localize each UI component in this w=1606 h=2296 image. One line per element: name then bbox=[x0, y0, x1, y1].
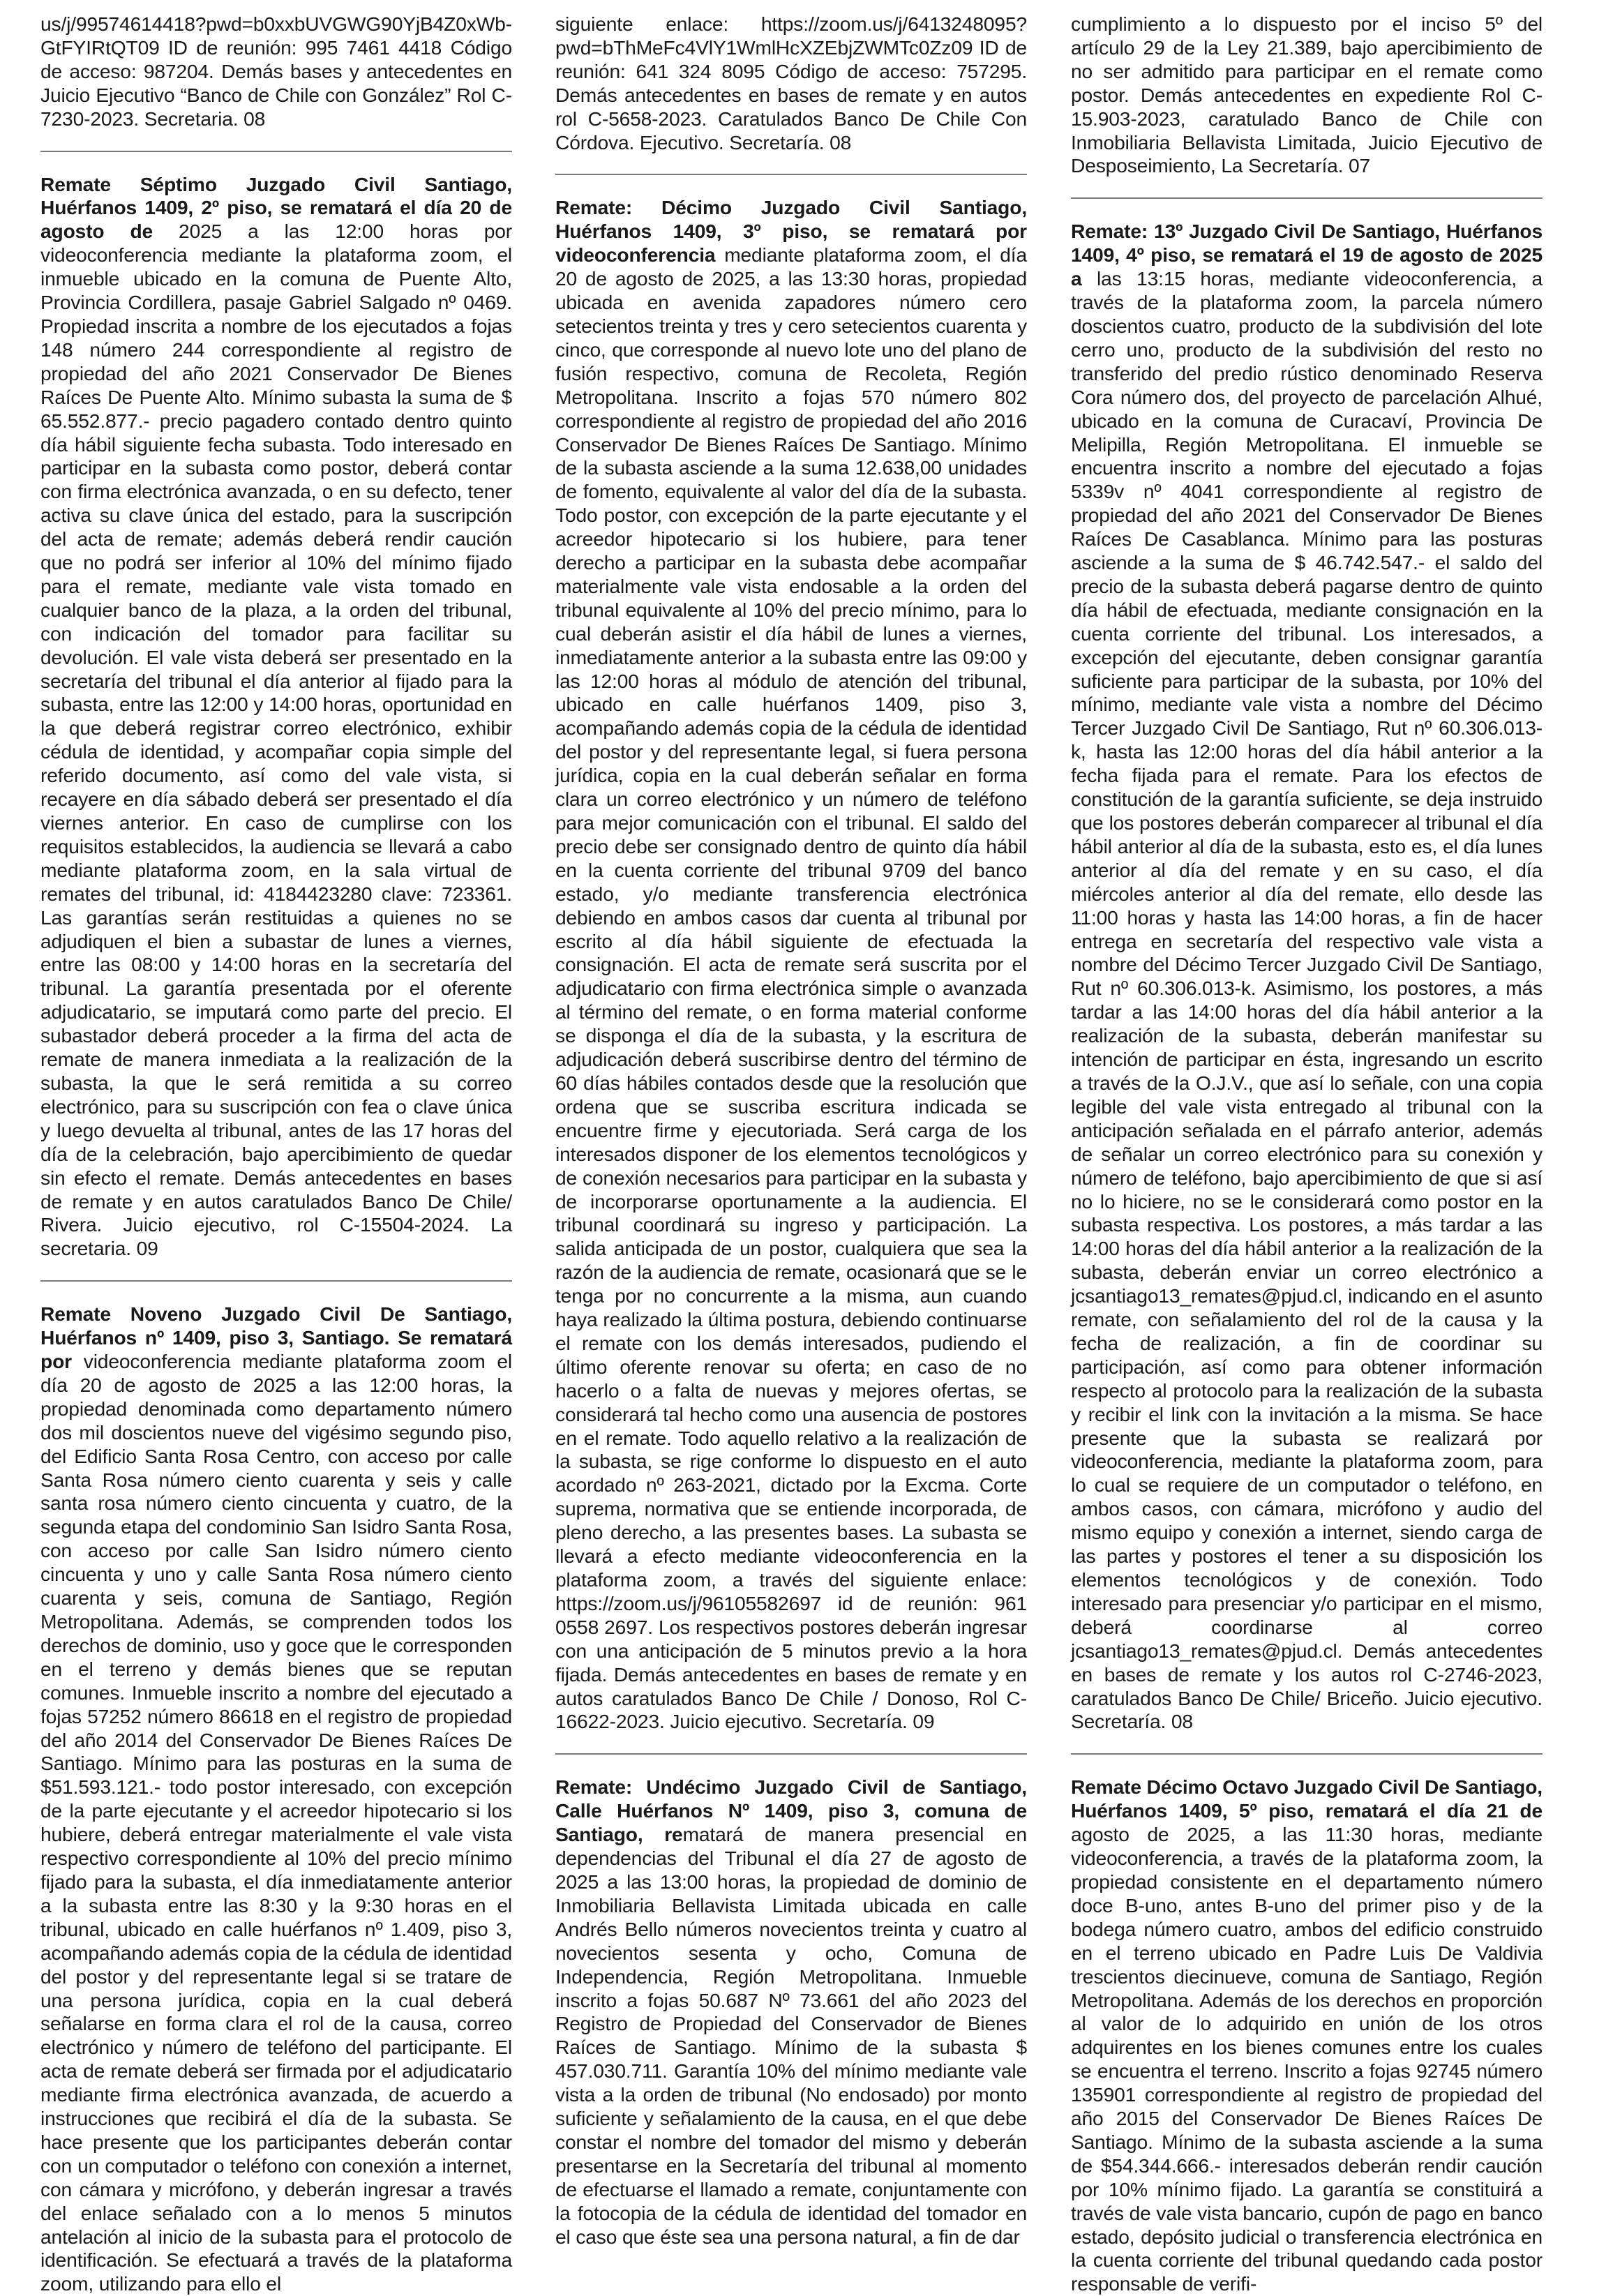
notice-text: 2025 a las 12:00 horas por videoconferencia mediante la plataforma zoom, el inmueble ubicado en la comuna de Puente Alto, Provincia Cordillera, pasaje Gabriel Salgado nº 0469. Propiedad inscrita a nombre de los ejecutados a fojas 148 número 244 correspondiente al registro de propiedad del año 2021 Conservador De Bienes Raíces De Puente Alto. Mínimo subasta la suma de $ 65.552.877.- precio pagadero contado dentro quinto día hábil siguiente fecha subasta. Todo interesado en participar en la subasta como postor, deberá contar con firma electrónica avanzada, o en su defecto, tener activa su clave única del estado, para la suscripción del acta de remate; además deberá rendir caución que no podrá ser inferior al 10% del mínimo fijado para el remate, mediante vale vista tomado en cualquier banco de la plaza, a la orden del tribunal, con indicación del tomador para facilitar su devolución. El vale vista deberá ser presentado en la secretaría del tribunal el día anterior al fijado para la subasta, entre las 12:00 y 14:00 horas, oportunidad en la que deberá registrar correo electrónico, exhibir cédula de identidad, y acompañar copia simple del referido documento, así como del vale vista, si recayere en día sábado deberá ser presentado el día viernes anterior. En caso de cumplirse con los requisitos establecidos, la audiencia se llevará a cabo mediante plataforma zoom, en la sala virtual de remates del tribunal, id: 4184423280 clave: 723361. Las garantías serán restituidas a quienes no se adjudiquen el bien a subastar de lunes a viernes, entre las 08:00 y 14:00 horas en la secretaría del tribunal. La garantía presentada por el oferente adjudicatario, se imputará como parte del precio. El subastador deberá proceder a la firma del acta de remate de manera inmediata a la realización de la subasta, la que le será remitida a su correo electrónico, para su suscripción con fea o clave única y luego devuelta al tribunal, antes de las 17 horas del día de la celebración, bajo apercibimiento de quedar sin efecto el remate. Demás antecedentes en bases de remate y en autos caratulados Banco De Chile/ Rivera. Juicio ejecutivo, rol C-15504-2024. La secretaria. 09 bbox=[40, 220, 512, 1260]
notice-text: videoconferencia mediante plataforma zoom el día 20 de agosto de 2025 a las 12:00 horas, la propiedad denominada como departamento número dos mil doscientos nueve del vigésimo segundo piso, del Edificio Santa Rosa Centro, con acceso por calle Santa Rosa número ciento cuarenta y seis y calle santa rosa número ciento cincuenta y cuatro, de la segunda etapa del condominio San Isidro Santa Rosa, con acceso por calle San Isidro número ciento cincuenta y uno y calle Santa Rosa número ciento cuarenta y seis, comuna de Santiago, Región Metropolitana. Además, se comprenden todos los derechos de dominio, uso y goce que le corresponden en el terreno y demás bienes que se reputan comunes. Inmueble inscrito a nombre del ejecutado a fojas 57252 número 86618 en el registro de propiedad del año 2014 del Conservador De Bienes Raíces De Santiago. Mínimo para las posturas en la suma de $51.593.121.- todo postor interesado, con excepción de la parte ejecutante y el acreedor hipotecario si los hubiere, deberá entregar materialmente el vale vista respectivo correspondiente al 10% del precio mínimo fijado para la subasta, el día inmediatamente anterior a la subasta entre las 8:30 y la 9:30 horas en el tribunal, ubicado en calle huérfanos nº 1.409, piso 3, acompañando además copia de la cédula de identidad del postor y del representante legal si se tratare de una persona jurídica, copia en la cual deberá señalarse en forma clara el rol de la causa, correo electrónico y número de teléfono del participante. El acta de remate deberá ser firmada por el adjudicatario mediante firma electrónica avanzada, de acuerdo a instrucciones que recibirá el día de la subasta. Se hace presente que los participantes deberán contar con un computador o teléfono con conexión a internet, con cámara y micrófono, y deberán ingresar a través del enlace señalado con a lo menos 5 minutos antelación al inicio de la subasta para el protocolo de identificación. Se efectuará a través de la plataforma zoom, utilizando para ello el bbox=[40, 1350, 512, 2295]
notice-text: us/j/99574614418?pwd=b0xxbUVGWG90YjB4Z0xWb-GtFYIRtQT09 ID de reunión: 995 7461 4418 Código de acceso: 987204. Demás bases y antecedentes en Juicio Ejecutivo “Banco de Chile con González” Rol C-7230-2023. Secretaria. 08 bbox=[40, 13, 512, 130]
notice-text: siguiente enlace: https://zoom.us/j/6413248095?pwd=bThMeFc4VlY1WmlHcXZEbjZWMTc0Zz09 ID de reunión: 641 324 8095 Código de acceso: 757295. Demás antecedentes en bases de remate y en autos rol C-5658-2023. Caratulados Banco De Chile Con Córdova. Ejecutivo. Secretaría. 08 bbox=[555, 13, 1027, 153]
notice-item bbox=[40, 1303, 512, 2296]
divider bbox=[1071, 197, 1543, 199]
notice-heading: Remate: Undécimo Juzgado Civil de Santiago, Calle Huérfanos Nº 1409, piso 3, comuna de Santiago, re bbox=[555, 1776, 1027, 1846]
notice-text: cumplimiento a lo dispuesto por el inciso 5º del artículo 29 de la Ley 21.389, bajo apercibimiento de no ser admitido para participar en el remate como postor. Demás antecedentes en expediente Rol C-15.903-2023, caratulado Banco de Chile con Inmobiliaria Bellavista Limitada, Juicio Ejecutivo de Desposeimiento, La Secretaría. 07 bbox=[1071, 13, 1543, 177]
notice-text: mediante plataforma zoom, el día 20 de agosto de 2025, a las 13:30 horas, propiedad ubicada en avenida zapadores número cero setecientos treinta y tres y cero setecientos cuarenta y cinco, que corresponde al nuevo lote uno del plano de fusión respectivo, comuna de Recoleta, Región Metropolitana. Inscrito a fojas 570 número 802 correspondiente al registro de propiedad del año 2016 Conservador De Bienes Raíces De Santiago. Mínimo de la subasta asciende a la suma 12.638,00 unidades de fomento, equivalente al valor del día de la subasta. Todo postor, con excepción de la parte ejecutante y el acreedor hipotecario si los hubiere, para tener derecho a participar en la subasta debe acompañar materialmente vale vista endosable a la orden del tribunal equivalente al 10% del precio mínimo, para lo cual deberán asistir el día hábil de lunes a viernes, inmediatamente anterior a la subasta entre las 09:00 y las 12:00 horas al módulo de atención del tribunal, ubicado en calle huérfanos 1409, piso 3, acompañando además copia de la cédula de identidad del postor y del representante legal, si fuera persona jurídica, copia en la cual deberán señalar en forma clara un correo electrónico y un número de teléfono para mejor comunicación con el tribunal. El saldo del precio debe ser consignado dentro de quinto día hábil en la cuenta corriente del tribunal 9709 del banco estado, y/o mediante transferencia electrónica debiendo en ambos casos dar cuenta al tribunal por escrito al día hábil siguiente de efectuada la consignación. El acta de remate será suscrita por el adjudicatario con firma electrónica simple o avanzada al término del remate, o en forma material conforme se disponga el día de la subasta, y la escritura de adjudicación deberá suscribirse dentro del término de 60 días hábiles contados desde que la resolución que ordena que se suscriba escritura indicada se encuentre firme y ejecutoriada. Será carga de los interesados disponer de los elementos tecnológicos y de conexión necesarios para participar en la subasta y de incorporarse oportunamente a la audiencia. El tribunal coordinará su ingreso y participación. La salida anticipada de un postor, cualquiera que sea la razón de la audiencia de remate, ocasionará que se le tenga por no concurrente a la misma, aun cuando haya realizado la última postura, debiendo continuarse el remate con los demás interesados, pudiendo el último oferente renovar su oferta; en caso de no hacerlo o a falta de nuevas y mejores ofertas, se considerará tal hecho como una ausencia de postores en el remate. Todo aquello relativo a la realización de la subasta, se rige conforme lo dispuesto en el auto acordado nº 263-2021, dictado por la Excma. Corte suprema, normativa que se entiende incorporada, de pleno derecho, a las presentes bases. La subasta se llevará a efecto mediante videoconferencia en la plataforma zoom, a través del siguiente enlace: https://zoom.us/j/96105582697 id de reunión: 961 0558 2697. Los respectivos postores deberán ingresar con una anticipación de 5 minutos previo a la hora fijada. Demás antecedentes en bases de remate y en autos caratulados Banco De Chile / Donoso, Rol C-16622-2023. Juicio ejecutivo. Secretaría. 09 bbox=[555, 243, 1027, 1733]
notice-continuation bbox=[40, 13, 512, 131]
notice-continuation bbox=[1071, 13, 1543, 178]
notice-heading: Remate: Décimo Juzgado Civil Santiago, Huérfanos 1409, 3º piso, se rematará por videoconferencia bbox=[555, 196, 1027, 267]
notice-heading: Remate Décimo Octavo Juzgado Civil De Santiago, Huérfanos 1409, 5º piso, rematará el día 21 de bbox=[1071, 1776, 1543, 1822]
notice-continuation bbox=[555, 13, 1027, 154]
column-middle bbox=[555, 13, 1027, 2248]
notice-text: las 13:15 horas, mediante videoconferencia, a través de la plataforma zoom, la parcela número doscientos cuatro, producto de la subdivisión del lote cerro uno, producto de la subdivisión del resto no transferido del predio rústico denominado Reserva Cora número dos, del proyecto de parcelación Alhué, ubicado en la comuna de Curacaví, Provincia De Melipilla, Región Metropolitana. El inmueble se encuentra inscrito a nombre del ejecutado a fojas 5339v nº 4041 correspondiente al registro de propiedad del año 2021 del Conservador De Bienes Raíces De Casablanca. Mínimo para las posturas asciende a la suma de $ 46.742.547.- el saldo del precio de la subasta deberá pagarse dentro de quinto día hábil de efectuada, mediante consignación en la cuenta corriente del tribunal. Los interesados, a excepción del ejecutante, deben consignar garantía suficiente para participar de la subasta, por 10% del mínimo, mediante vale vista a nombre del Décimo Tercer Juzgado Civil De Santiago, Rut nº 60.306.013-k, hasta las 12:00 horas del día hábil anterior a la fecha fijada para el remate. Para los efectos de constitución de la garantía suficiente, se deja instruido que los postores deberán comparecer al tribunal el día hábil anterior al día de la subasta, esto es, el día lunes anterior al día del remate y en su caso, el día miércoles anterior al día del remate, ello desde las 11:00 horas y hasta las 14:00 horas, a fin de hacer entrega en secretaría del respectivo vale vista a nombre del Décimo Tercer Juzgado Civil De Santiago, Rut nº 60.306.013-k. Asimismo, los postores, a más tardar a las 14:00 horas del día hábil anterior a la realización de la subasta, deberán manifestar su intención de participar en ésta, ingresando un escrito a través de la O.J.V., que así lo señale, con una copia legible del vale vista entregado al tribunal con la anticipación señalada en el párrafo anterior, además de señalar un correo electrónico para su conexión y número de teléfono, bajo apercibimiento de que si así no lo hiciere, no se le considerará como postor en la subasta respectiva. Los postores, a más tardar a las 14:00 horas del día hábil anterior a la realización de la subasta, deberán enviar un correo electrónico a jcsantiago13_remates@pjud.cl, indicando en el asunto remate, con señalamiento del rol de la causa y la fecha de realización, a fin de coordinar su participación, así como para obtener información respecto al protocolo para la realización de la subasta y recibir el link con la invitación a la misma. Se hace presente que la subasta se realizará por videoconferencia, mediante la plataforma zoom, para lo cual se requiere de un computador o teléfono, en ambos casos, con cámara, micrófono y audio del mismo equipo y conexión a internet, siendo carga de las partes y postores el tener a su disposición los elementos tecnológicos y de conexión. Todo interesado para presenciar y/o participar en el mismo, deberá coordinarse al correo jcsantiago13_remates@pjud.cl. Demás antecedentes en bases de remate y los autos rol C-2746-2023, caratulados Banco De Chile/ Briceño. Juicio ejecutivo. Secretaría. 08 bbox=[1071, 267, 1543, 1733]
column-left bbox=[40, 13, 512, 2295]
column-right bbox=[1071, 13, 1543, 2295]
notice-heading: Remate Séptimo Juzgado Civil Santiago, Huérfanos 1409, 2º piso, se rematará el día 20 de agosto de bbox=[40, 172, 512, 243]
notice-item bbox=[1071, 1776, 1543, 2296]
notice-text: agosto de 2025, a las 11:30 horas, mediante videoconferencia, a través de la plataforma zoom, la propiedad consistente en el departamento número doce B-uno, antes B-uno del primer piso y de la bodega número cuatro, ambos del edificio construido en el terreno ubicado en Padre Luis De Valdivia trescientos diecinueve, comuna de Santiago, Región Metropolitana. Además de los derechos en proporción al valor de lo adquirido en unión de los otros adquirentes en los bienes comunes entre los cuales se encuentra el terreno. Inscrito a fojas 92745 número 135901 correspondiente al registro de propiedad del año 2015 del Conservador De Bienes Raíces De Santiago. Mínimo de la subasta asciende a la suma de $54.344.666.- interesados deberán rendir caución por 10% mínimo fijado. La garantía se constituirá a través de vale vista bancario, cupón de pago en banco estado, depósito judicial o transferencia electrónica en la cuenta corriente del tribunal quedando cada postor responsable de verifi- bbox=[1071, 1823, 1543, 2295]
notice-item bbox=[40, 173, 512, 1261]
notice-text: matará de manera presencial en dependencias del Tribunal el día 27 de agosto de 2025 a las 13:00 horas, la propiedad de dominio de Inmobiliaria Bellavista Limitada ubicada en calle Andrés Bello números novecientos treinta y cuatro al novecientos sesenta y ocho, Comuna de Independencia, Región Metropolitana. Inmueble inscrito a fojas 50.687 Nº 73.661 del año 2023 del Registro de Propiedad del Conservador de Bienes Raíces de Santiago. Mínimo de la subasta $ 457.030.711. Garantía 10% del mínimo mediante vale vista a la orden de tribunal (No endosado) por monto suficiente y señalamiento de la causa, en el que debe constar el nombre del tomador del mismo y deberán presentarse en la Secretaría del tribunal al momento de efectuarse el llamado a remate, conjuntamente con la fotocopia de la cédula de identidad del tomador en el caso que éste sea una persona natural, a fin de dar bbox=[555, 1823, 1027, 2248]
notice-item bbox=[555, 1776, 1027, 2249]
divider bbox=[40, 151, 512, 152]
notice-item bbox=[555, 196, 1027, 1734]
notice-item bbox=[1071, 220, 1543, 1734]
notice-heading: Remate: 13º Juzgado Civil De Santiago, Huérfanos 1409, 4º piso, se rematará el 19 de agosto de 2025 a bbox=[1071, 220, 1543, 290]
divider bbox=[40, 1280, 512, 1282]
divider bbox=[1071, 1753, 1543, 1755]
divider bbox=[555, 1753, 1027, 1755]
divider bbox=[555, 174, 1027, 175]
notice-heading: Remate Noveno Juzgado Civil De Santiago, Huérfanos nº 1409, piso 3, Santiago. Se rematará por bbox=[40, 1303, 512, 1373]
